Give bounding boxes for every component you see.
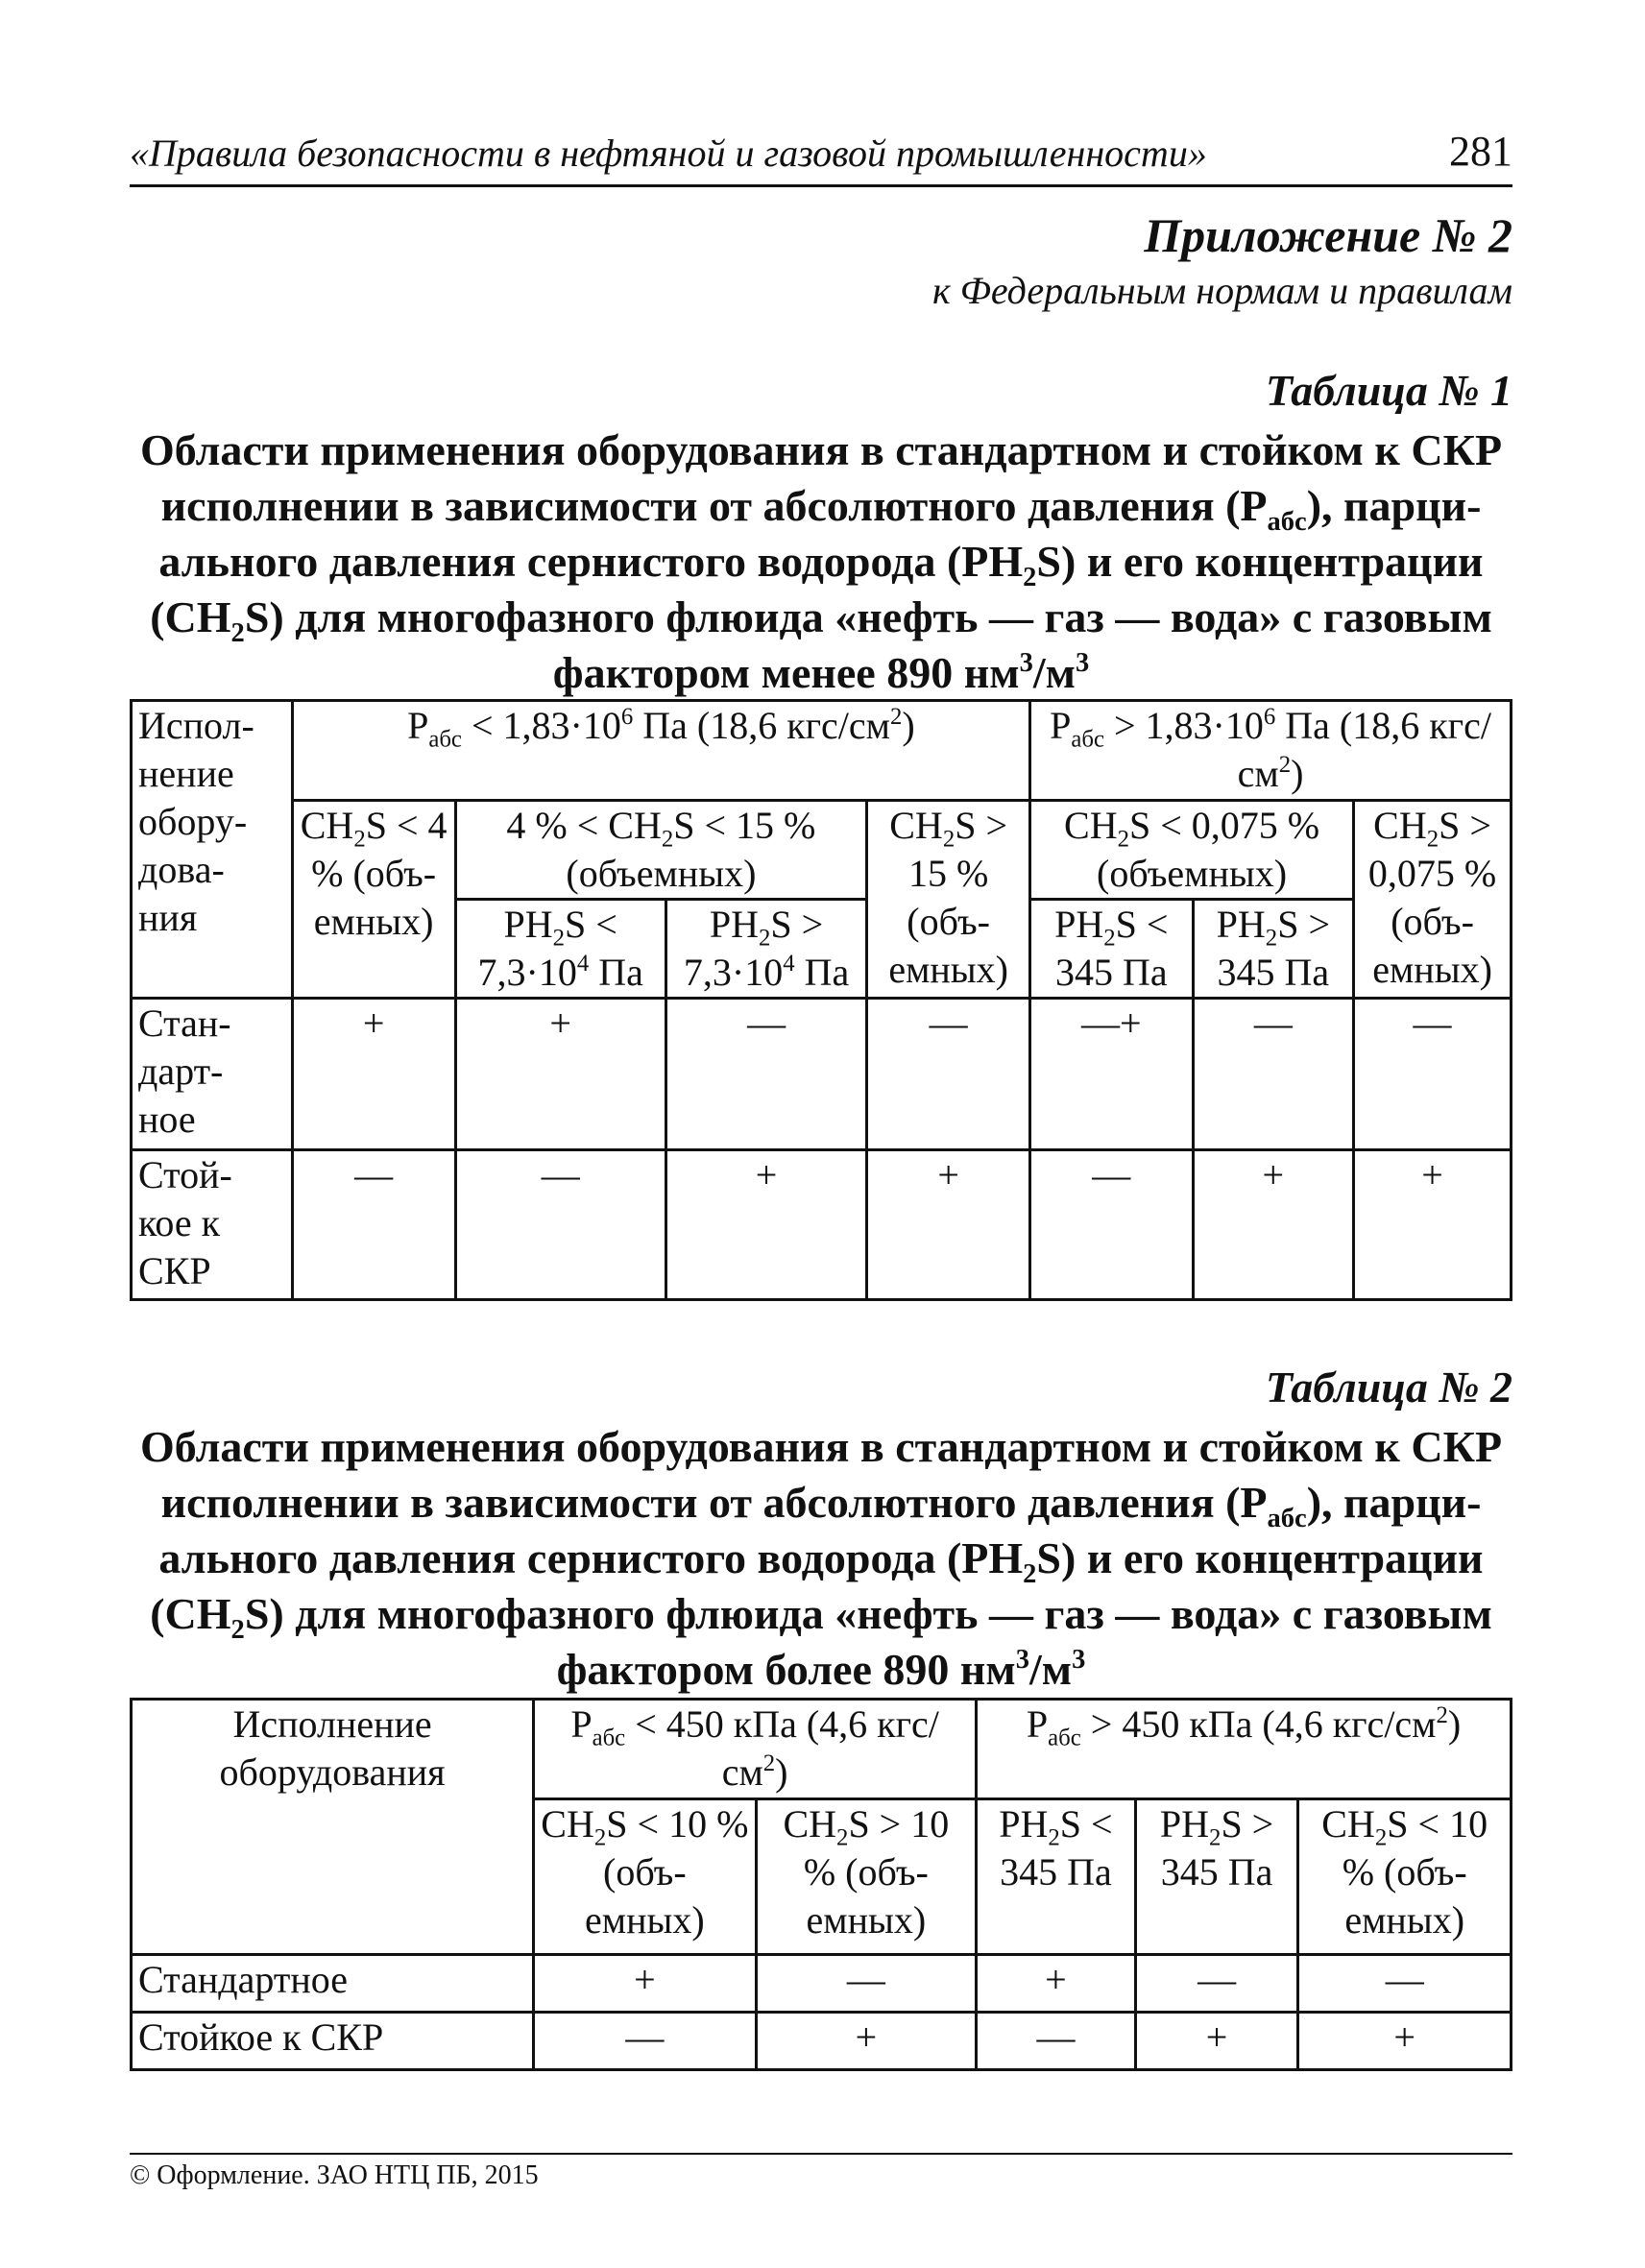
table2-header-equipment: Исполнение оборудования	[132, 1700, 534, 1955]
table1-header-ch2s-lt0075: $CH_2S < 0,075$ % (объемных)	[1030, 801, 1354, 900]
table1-header-p-high: $P_{абс} > 1,83\cdot 10^6$ Па (18,6 кгс/$см^2$)	[1030, 701, 1512, 801]
table-cell: —	[1298, 1955, 1512, 2013]
table2-header-ch2s-lt10: $CH_2S < 10$ % (объ- емных)	[534, 1799, 757, 1955]
table-cell: +	[977, 1955, 1136, 2013]
table-cell: —	[1354, 999, 1512, 1150]
table1-header-ch2s-4-15: 4 % < $CH_2S < 15$ % (объемных)	[455, 801, 867, 900]
table2-header-ph2s-gt345: $PH_2S > 345$ Па	[1135, 1799, 1298, 1955]
page-number: 281	[1449, 128, 1512, 175]
table2	[130, 1698, 1512, 2071]
table1-header-ph2s-gt73: $PH_2S > 7,3\cdot 10^4$ Па	[665, 900, 866, 999]
table2-label: Таблица № 2	[1265, 1363, 1512, 1411]
table-cell: —	[455, 1150, 665, 1300]
running-header	[130, 127, 1512, 187]
table1-caption: Области применения оборудования в стандартном и стойком к СКР исполнении в зависимости от абсолютного давления $(P_{абс})$, парци- ального давления сернистого водорода $(PH_2S)$ и его концентрации $(CH_2S)$ для многофазного флюида «нефть — газ — вода» с газовым фактором менее 890 $нм^3/м^3$	[139, 425, 1503, 697]
table1-header-ph2s-lt73: $PH_2S < 7,3\cdot 10^4$ Па	[455, 900, 665, 999]
table1-header-p-low: $P_{абс} < 1,83\cdot 10^6$ Па (18,6 кгс/$см^2$)	[292, 701, 1029, 801]
running-title: «Правила безопасности в нефтяной и газовой промышленности»	[130, 132, 1207, 175]
table1-header-ch2s-lt4: $CH_2S < 4$ % (объ- емных)	[292, 801, 455, 999]
footer-rule	[130, 2153, 1512, 2155]
table2-header-ch2s-lt10-high: $CH_2S < 10$ % (объ- емных)	[1298, 1799, 1512, 1955]
table-cell: +	[1354, 1150, 1512, 1300]
table-cell: +	[867, 1150, 1030, 1300]
appendix-heading	[932, 205, 1512, 317]
table2-header-p-low: $P_{абс} < 450$ кПа (4,6 кгс/ $см^2$)	[534, 1700, 977, 1799]
table-cell: —	[1030, 1150, 1194, 1300]
table1-header-equipment: Испол- нение обору- дова- ния	[132, 701, 293, 999]
table1-header-ch2s-gt15: $CH_2S > 15$ % (объ- емных)	[867, 801, 1030, 999]
table2-header-p-high: $P_{абс} > 450$ кПа (4,6 кгс/$см^2$)	[977, 1700, 1512, 1799]
row-name: Стандартное	[132, 1955, 534, 2013]
table-cell: —	[292, 1150, 455, 1300]
table1-label: Таблица № 1	[1265, 366, 1512, 415]
table-cell: —	[665, 999, 866, 1150]
table-row	[132, 1955, 1512, 2013]
footer-copyright: © Оформление. ЗАО НТЦ ПБ, 2015	[130, 2160, 539, 2190]
table-row	[132, 1150, 1512, 1300]
row-name: Стойкое к СКР	[132, 2013, 534, 2070]
table1-header-ch2s-gt0075: $CH_2S > 0,075$ % (объ- емных)	[1354, 801, 1512, 999]
table-cell: —	[534, 2013, 757, 2070]
table-cell: +	[455, 999, 665, 1150]
table1-header-ph2s-gt345: $PH_2S > 345$ Па	[1193, 900, 1354, 999]
table-row	[132, 2013, 1512, 2070]
table-cell: +	[665, 1150, 866, 1300]
table2-header-ph2s-lt345: $PH_2S < 345$ Па	[977, 1799, 1136, 1955]
table-cell: +	[1193, 1150, 1354, 1300]
table2-header-ch2s-gt10: $CH_2S > 10$ % (объ- емных)	[756, 1799, 977, 1955]
table-cell: —	[1135, 1955, 1298, 2013]
table2-caption: Области применения оборудования в стандартном и стойком к СКР исполнении в зависимости от абсолютного давления $(P_{абс})$, парци- ального давления сернистого водорода $(PH_2S)$ и его концентрации $(CH_2S)$ для многофазного флюида «нефть — газ — вода» с газовым фактором более 890 $нм^3/м^3$	[139, 1422, 1503, 1694]
table-row	[132, 999, 1512, 1150]
table-cell: +	[756, 2013, 977, 2070]
row-name: Стан- дарт- ное	[132, 999, 293, 1150]
table-cell: —	[756, 1955, 977, 2013]
table-cell: —	[977, 2013, 1136, 2070]
appendix-subtitle: к Федеральным нормам и правилам	[932, 269, 1512, 312]
table-cell: +	[1135, 2013, 1298, 2070]
appendix-title: Приложение № 2	[1144, 208, 1512, 262]
table1	[130, 699, 1512, 1301]
table-cell: +	[534, 1955, 757, 2013]
table-cell: —+	[1030, 999, 1194, 1150]
table-cell: —	[1193, 999, 1354, 1150]
table-cell: +	[1298, 2013, 1512, 2070]
table1-header-ph2s-lt345: $PH_2S < 345$ Па	[1030, 900, 1194, 999]
row-name: Стой- кое к СКР	[132, 1150, 293, 1300]
table-cell: —	[867, 999, 1030, 1150]
table-cell: +	[292, 999, 455, 1150]
